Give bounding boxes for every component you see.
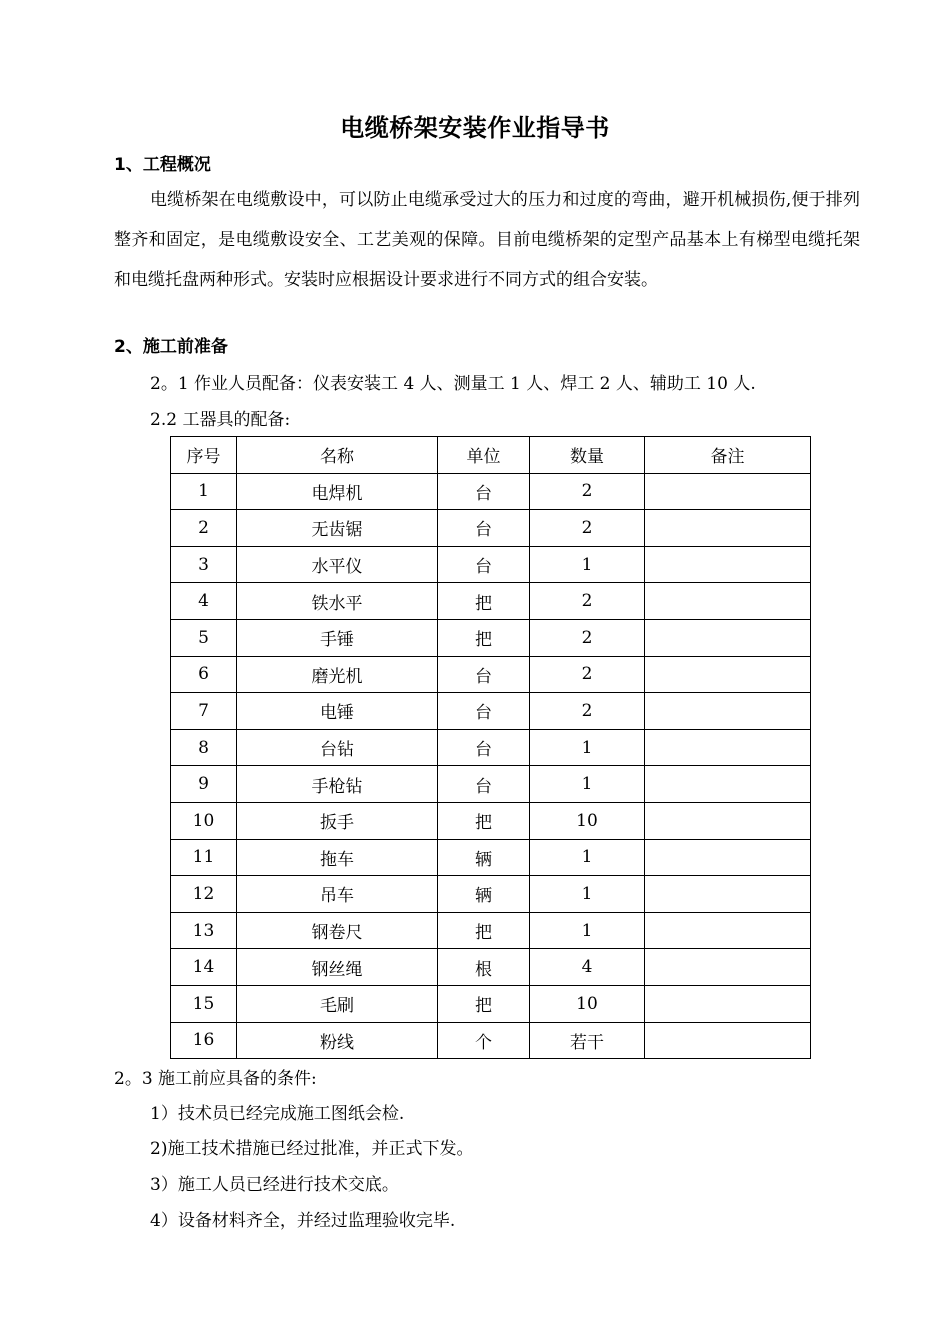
row-unit-cell: 台 (438, 656, 530, 693)
row-name-cell: 水平仪 (237, 546, 438, 583)
row-remarks-cell (645, 802, 811, 839)
row-remarks-cell (645, 912, 811, 949)
conditions-heading: 2。3 施工前应具备的条件: (114, 1069, 317, 1089)
row-quantity-cell: 2 (530, 583, 645, 620)
row-unit-cell: 辆 (438, 839, 530, 876)
row-quantity-cell: 2 (530, 473, 645, 510)
row-unit-cell: 把 (438, 619, 530, 656)
row-unit-cell: 把 (438, 583, 530, 620)
row-remarks-cell (645, 546, 811, 583)
row-index-cell: 13 (171, 912, 237, 949)
row-quantity-cell: 1 (530, 839, 645, 876)
tools-line: 2.2 工器具的配备: (150, 410, 291, 430)
table-row (171, 1022, 811, 1059)
row-remarks-cell (645, 985, 811, 1022)
row-index-cell: 1 (171, 473, 237, 510)
row-index-cell: 14 (171, 949, 237, 986)
tools-table (170, 436, 811, 1059)
row-name-cell: 手锤 (237, 619, 438, 656)
row-quantity-cell: 1 (530, 546, 645, 583)
row-quantity-cell: 2 (530, 656, 645, 693)
row-name-cell: 钢卷尺 (237, 912, 438, 949)
row-quantity-cell: 1 (530, 766, 645, 803)
table-row (171, 693, 811, 730)
row-name-cell: 台钻 (237, 729, 438, 766)
header-cell-index: 序号 (171, 437, 237, 474)
row-remarks-cell (645, 1022, 811, 1059)
row-remarks-cell (645, 766, 811, 803)
condition-1: 1）技术员已经完成施工图纸会检. (150, 1104, 405, 1124)
table-row (171, 949, 811, 986)
section-1-heading: 1、工程概况 (114, 155, 211, 175)
table-row (171, 473, 811, 510)
row-index-cell: 16 (171, 1022, 237, 1059)
table-row (171, 546, 811, 583)
row-unit-cell: 把 (438, 985, 530, 1022)
row-remarks-cell (645, 619, 811, 656)
row-name-cell: 无齿锯 (237, 510, 438, 547)
row-remarks-cell (645, 876, 811, 913)
row-name-cell: 磨光机 (237, 656, 438, 693)
row-name-cell: 手枪钻 (237, 766, 438, 803)
row-name-cell: 吊车 (237, 876, 438, 913)
row-index-cell: 2 (171, 510, 237, 547)
row-name-cell: 铁水平 (237, 583, 438, 620)
table-row (171, 729, 811, 766)
row-name-cell: 钢丝绳 (237, 949, 438, 986)
row-name-cell: 扳手 (237, 802, 438, 839)
row-index-cell: 11 (171, 839, 237, 876)
row-unit-cell: 台 (438, 729, 530, 766)
header-cell-remarks: 备注 (645, 437, 811, 474)
table-row (171, 802, 811, 839)
row-quantity-cell: 2 (530, 693, 645, 730)
table-row (171, 583, 811, 620)
row-name-cell: 电焊机 (237, 473, 438, 510)
row-quantity-cell: 若干 (530, 1022, 645, 1059)
row-index-cell: 9 (171, 766, 237, 803)
document-title: 电缆桥架安装作业指导书 (340, 114, 610, 142)
row-name-cell: 毛刷 (237, 985, 438, 1022)
row-quantity-cell: 10 (530, 802, 645, 839)
row-name-cell: 拖车 (237, 839, 438, 876)
row-index-cell: 12 (171, 876, 237, 913)
table-row (171, 656, 811, 693)
row-index-cell: 8 (171, 729, 237, 766)
row-unit-cell: 台 (438, 766, 530, 803)
row-remarks-cell (645, 839, 811, 876)
table-row (171, 619, 811, 656)
table-row (171, 839, 811, 876)
row-unit-cell: 台 (438, 546, 530, 583)
header-cell-unit: 单位 (438, 437, 530, 474)
table-row (171, 912, 811, 949)
row-quantity-cell: 2 (530, 619, 645, 656)
row-quantity-cell: 1 (530, 729, 645, 766)
section-2-heading: 2、施工前准备 (114, 337, 228, 357)
condition-2: 2)施工技术措施已经过批准，并正式下发。 (150, 1139, 474, 1159)
row-quantity-cell: 1 (530, 876, 645, 913)
row-remarks-cell (645, 473, 811, 510)
row-quantity-cell: 4 (530, 949, 645, 986)
row-unit-cell: 把 (438, 802, 530, 839)
row-index-cell: 15 (171, 985, 237, 1022)
row-unit-cell: 根 (438, 949, 530, 986)
table-row (171, 510, 811, 547)
row-quantity-cell: 10 (530, 985, 645, 1022)
condition-4: 4）设备材料齐全，并经过监理验收完毕. (150, 1211, 456, 1231)
row-quantity-cell: 2 (530, 510, 645, 547)
row-index-cell: 5 (171, 619, 237, 656)
row-index-cell: 3 (171, 546, 237, 583)
row-quantity-cell: 1 (530, 912, 645, 949)
row-index-cell: 4 (171, 583, 237, 620)
row-remarks-cell (645, 729, 811, 766)
table-body (171, 473, 811, 1059)
section-1-paragraph: 电缆桥架在电缆敷设中，可以防止电缆承受过大的压力和过度的弯曲，避开机械损伤,便于排列整齐和固定，是电缆敷设安全、工艺美观的保障。目前电缆桥架的定型产品基本上有梯型电缆托架和电缆托盘两种形式。安装时应根据设计要求进行不同方式的组合安装。 (114, 190, 860, 290)
header-cell-quantity: 数量 (530, 437, 645, 474)
table-row (171, 766, 811, 803)
staffing-line: 2。1 作业人员配备：仪表安装工 4 人、测量工 1 人、焊工 2 人、辅助工 10 人. (150, 374, 756, 394)
row-remarks-cell (645, 583, 811, 620)
row-unit-cell: 辆 (438, 876, 530, 913)
row-remarks-cell (645, 693, 811, 730)
table-row (171, 985, 811, 1022)
row-unit-cell: 把 (438, 912, 530, 949)
condition-3: 3）施工人员已经进行技术交底。 (150, 1175, 399, 1195)
row-unit-cell: 台 (438, 510, 530, 547)
row-remarks-cell (645, 949, 811, 986)
row-unit-cell: 台 (438, 473, 530, 510)
row-unit-cell: 台 (438, 693, 530, 730)
row-index-cell: 7 (171, 693, 237, 730)
row-index-cell: 6 (171, 656, 237, 693)
row-name-cell: 粉线 (237, 1022, 438, 1059)
header-cell-name: 名称 (237, 437, 438, 474)
table-header-row (171, 437, 811, 474)
row-name-cell: 电锤 (237, 693, 438, 730)
row-index-cell: 10 (171, 802, 237, 839)
row-unit-cell: 个 (438, 1022, 530, 1059)
table-row (171, 876, 811, 913)
row-remarks-cell (645, 510, 811, 547)
row-remarks-cell (645, 656, 811, 693)
